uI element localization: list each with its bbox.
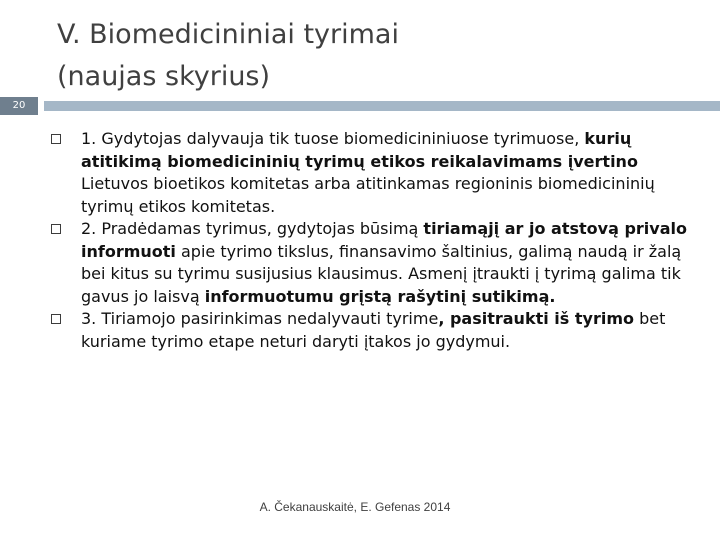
header-divider-band xyxy=(44,101,720,111)
square-bullet-icon xyxy=(51,224,61,234)
list-item xyxy=(51,218,701,308)
text-segment: apie tyrimo tikslus, finansavimo šaltinius, galimą naudą ir žalą bei kitus su tyrimu susijusius klausimus. Asmenį įtraukti į tyrimą galima tik gavus jo laisvą xyxy=(81,241,682,306)
slide-title xyxy=(57,14,697,98)
text-segment: bet kuriame tyrimo etape neturi daryti įtakos jo gydymui. xyxy=(81,309,666,351)
bold-text-segment: tiriamąjį ar jo atstovą privalo informuoti xyxy=(81,219,687,261)
title-line: V. Biomedicininiai tyrimai xyxy=(57,19,399,50)
square-bullet-icon xyxy=(51,314,61,324)
slide-number: 20 xyxy=(0,97,38,115)
bold-text-segment: informuotumu grįstą rašytinį sutikimą. xyxy=(204,286,556,306)
text-segment: 1. Gydytojas dalyvauja tik tuose biomedicininiuose tyrimuose, xyxy=(81,129,585,148)
list-item-text xyxy=(81,308,701,353)
bold-text-segment: , pasitraukti iš tyrimo xyxy=(438,309,634,328)
bullet-list xyxy=(51,128,701,353)
text-segment: 2. Pradėdamas tyrimus, gydytojas būsimą xyxy=(81,219,424,238)
list-item xyxy=(51,128,701,218)
list-item-text xyxy=(81,218,701,308)
text-segment: 3. Tiriamojo pasirinkimas nedalyvauti tyrime xyxy=(81,309,439,328)
list-item xyxy=(51,308,701,353)
bold-text-segment: kurių atitikimą biomedicininių tyrimų etikos reikalavimams įvertino xyxy=(81,129,638,171)
text-segment: Lietuvos bioetikos komitetas arba atitinkamas regioninis biomedicininių tyrimų etikos komitetas. xyxy=(81,174,655,216)
square-bullet-icon xyxy=(51,134,61,144)
title-line: (naujas skyrius) xyxy=(57,61,271,92)
footer-credit: A. Čekanauskaitė, E. Gefenas 2014 xyxy=(259,500,451,514)
list-item-text xyxy=(81,128,701,218)
